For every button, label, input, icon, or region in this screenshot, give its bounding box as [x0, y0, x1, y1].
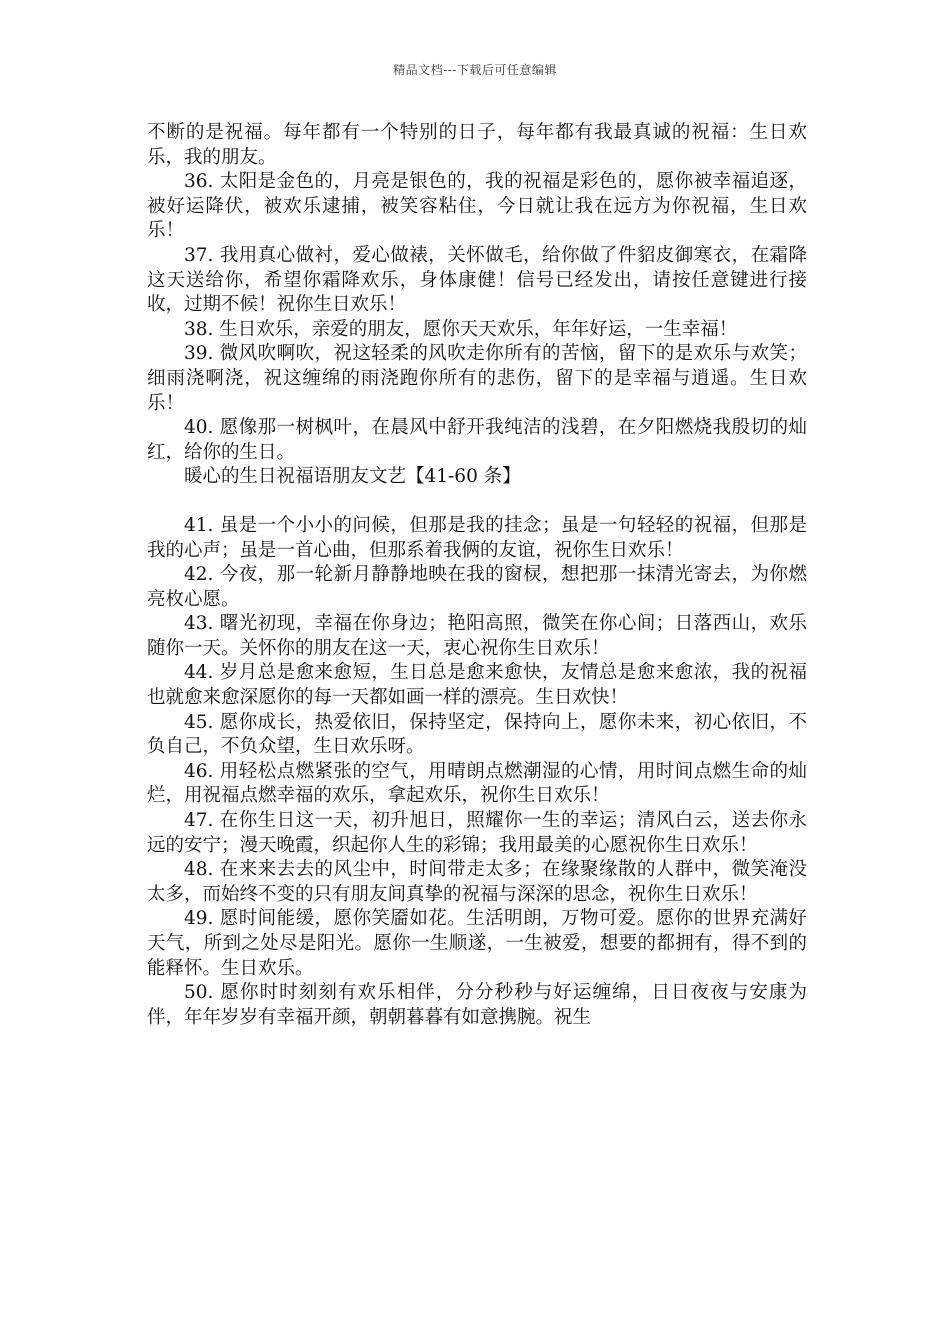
document-body [147, 121, 807, 1030]
paragraph-37: 37. 我用真心做衬，爱心做裱，关怀做毛，给你做了件貂皮御寒衣，在霜降这天送给你，希望你霜降欢乐，身体康健！信号已经发出，请按任意键进行接收，过期不候！祝你生日欢乐！ [147, 244, 807, 316]
section-heading: 暖心的生日祝福语朋友文艺【41-60 条】 [184, 466, 521, 488]
paragraph-39: 39. 微风吹啊吹，祝这轻柔的风吹走你所有的苦恼，留下的是欢乐与欢笑；细雨浇啊浇，祝这缠绵的雨浇跑你所有的悲伤，留下的是幸福与逍遥。生日欢乐！ [147, 343, 807, 414]
paragraph-38: 38. 生日欢乐，亲爱的朋友，愿你天天欢乐，年年好运，一生幸福！ [184, 318, 738, 340]
paragraph-42: 42. 今夜，那一轮新月静静地映在我的窗棂，想把那一抹清光寄去，为你燃亮枚心愿。 [147, 564, 807, 610]
paragraph-50: 50. 愿你时时刻刻有欢乐相伴，分分秒秒与好运缠绵，日日夜夜与安康为伴，年年岁岁有幸福开颜，朝朝暮暮有如意携腕。祝生 [147, 982, 807, 1028]
paragraph-48: 48. 在来来去去的风尘中，时间带走太多；在缘聚缘散的人群中，微笑淹没太多，而始终不变的只有朋友间真挚的祝福与深深的思念，祝你生日欢乐！ [147, 859, 807, 905]
paragraph-44: 44. 岁月总是愈来愈短，生日总是愈来愈快，友情总是愈来愈浓，我的祝福也就愈来愈深愿你的每一天都如画一样的漂亮。生日欢快！ [147, 662, 807, 709]
paragraph-45: 45. 愿你成长，热爱依旧，保持坚定，保持向上，愿你未来，初心依旧，不负自己，不负众望，生日欢乐呀。 [147, 711, 807, 758]
page-header: 精品文档---下载后可任意编辑 [393, 63, 557, 77]
paragraph-41: 41. 虽是一个小小的问候，但那是我的挂念；虽是一句轻轻的祝福，但那是我的心声；虽是一首心曲，但那系着我俩的友谊，祝你生日欢乐！ [147, 514, 807, 561]
paragraph-36: 36. 太阳是金色的，月亮是银色的，我的祝福是彩色的，愿你被幸福追逐，被好运降伏，被欢乐逮捕，被笑容粘住，今日就让我在远方为你祝福，生日欢乐！ [147, 171, 807, 242]
paragraph-43: 43. 曙光初现，幸福在你身边；艳阳高照，微笑在你心间；日落西山，欢乐随你一天。关怀你的朋友在这一天，衷心祝你生日欢乐！ [147, 613, 807, 659]
paragraph-49: 49. 愿时间能缓，愿你笑靥如花。生活明朗，万物可爱。愿你的世界充满好天气，所到之处尽是阳光。愿你一生顺遂，一生被爱，想要的都拥有，得不到的能释怀。生日欢乐。 [147, 908, 807, 979]
paragraph-47: 47. 在你生日这一天，初升旭日，照耀你一生的幸运；清风白云，送去你永远的安宁；漫天晚霞，织起你人生的彩锦；我用最美的心愿祝你生日欢乐！ [147, 810, 807, 856]
paragraph-46: 46. 用轻松点燃紧张的空气，用晴朗点燃潮湿的心情，用时间点燃生命的灿烂，用祝福点燃幸福的欢乐，拿起欢乐，祝你生日欢乐！ [147, 760, 807, 807]
paragraph-40: 40. 愿像那一树枫叶，在晨风中舒开我纯洁的浅碧，在夕阳燃烧我殷切的灿红，给你的生日。 [147, 417, 807, 463]
paragraph-continuation: 不断的是祝福。每年都有一个特别的日子，每年都有我最真诚的祝福：生日欢乐，我的朋友。 [147, 122, 807, 168]
